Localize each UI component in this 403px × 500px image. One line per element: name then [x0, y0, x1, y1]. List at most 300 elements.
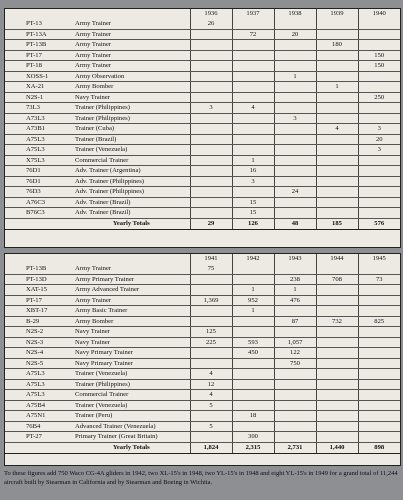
- value-cell: [190, 358, 232, 369]
- value-cell: 593: [232, 337, 274, 348]
- value-cell: 300: [232, 432, 274, 443]
- value-cell: [316, 390, 358, 401]
- model-cell: A76C3: [5, 197, 73, 208]
- total-cell: 576: [358, 218, 400, 229]
- value-cell: [358, 82, 400, 93]
- description-cell: Advanced Trainer (Venezuela): [73, 421, 190, 432]
- description-cell: Army Trainer: [73, 19, 190, 29]
- total-cell: 126: [232, 218, 274, 229]
- year-header: 1936: [190, 9, 232, 19]
- value-cell: 5: [190, 421, 232, 432]
- value-cell: [358, 295, 400, 306]
- value-cell: 1,057: [274, 337, 316, 348]
- value-cell: [358, 432, 400, 443]
- year-header: 1943: [274, 254, 316, 264]
- value-cell: [232, 358, 274, 369]
- value-cell: 3: [358, 124, 400, 135]
- value-cell: 15: [232, 197, 274, 208]
- table-row: [5, 113, 400, 124]
- value-cell: 476: [274, 295, 316, 306]
- table-row: [5, 274, 400, 285]
- model-cell: XBT-17: [5, 306, 73, 317]
- value-cell: [190, 82, 232, 93]
- description-cell: Adv. Trainer (Argentina): [73, 166, 190, 177]
- value-cell: [316, 71, 358, 82]
- value-cell: [274, 155, 316, 166]
- value-cell: [232, 50, 274, 61]
- total-cell: 1,440: [316, 442, 358, 453]
- model-cell: A75L3: [5, 369, 73, 380]
- value-cell: [316, 358, 358, 369]
- table-row: [5, 19, 400, 29]
- value-cell: [316, 285, 358, 296]
- value-cell: [232, 421, 274, 432]
- total-cell: 185: [316, 218, 358, 229]
- value-cell: [358, 348, 400, 359]
- value-cell: [232, 369, 274, 380]
- value-cell: [190, 176, 232, 187]
- value-cell: 4: [232, 103, 274, 114]
- value-cell: 26: [190, 19, 232, 29]
- table-row: [5, 316, 400, 327]
- value-cell: [232, 71, 274, 82]
- value-cell: [232, 316, 274, 327]
- value-cell: [358, 187, 400, 198]
- value-cell: 952: [232, 295, 274, 306]
- value-cell: [316, 113, 358, 124]
- model-cell: PT-18: [5, 61, 73, 72]
- value-cell: [316, 187, 358, 198]
- description-cell: Trainer (Philippines): [73, 103, 190, 114]
- value-cell: [190, 92, 232, 103]
- table-1941-1945: [5, 254, 400, 454]
- yearly-totals-row: [5, 218, 400, 229]
- value-cell: [190, 50, 232, 61]
- value-cell: [232, 92, 274, 103]
- value-cell: 4: [190, 390, 232, 401]
- value-cell: 150: [358, 50, 400, 61]
- value-cell: 87: [274, 316, 316, 327]
- model-cell: XA-21: [5, 82, 73, 93]
- value-cell: [274, 50, 316, 61]
- value-cell: [274, 379, 316, 390]
- value-cell: [190, 166, 232, 177]
- value-cell: [232, 61, 274, 72]
- value-cell: [274, 19, 316, 29]
- value-cell: 12: [190, 379, 232, 390]
- table-row: [5, 337, 400, 348]
- value-cell: [358, 400, 400, 411]
- value-cell: 732: [316, 316, 358, 327]
- value-cell: [316, 369, 358, 380]
- year-header-row: [5, 254, 400, 264]
- table-row: [5, 411, 400, 422]
- total-cell: 2,315: [232, 442, 274, 453]
- value-cell: 180: [316, 40, 358, 51]
- value-cell: [274, 176, 316, 187]
- value-cell: 825: [358, 316, 400, 327]
- value-cell: [358, 390, 400, 401]
- value-cell: [358, 379, 400, 390]
- description-cell: Navy Trainer: [73, 327, 190, 338]
- value-cell: 1: [232, 306, 274, 317]
- value-cell: 20: [358, 134, 400, 145]
- table-row: [5, 421, 400, 432]
- model-cell: PT-13: [5, 19, 73, 29]
- value-cell: [358, 40, 400, 51]
- value-cell: 708: [316, 274, 358, 285]
- value-cell: [274, 124, 316, 135]
- value-cell: [316, 134, 358, 145]
- footnote: To these figures add 750 Waco CG-4A gliders in 1942, two XL-15's in 1948, two YL-15's in 1948 and eight YL-15's in 1949 for a grand total of 11,244 aircraft built by Stearman in California and by Stearman and Boeing in Wichita.: [4, 470, 398, 486]
- value-cell: [190, 155, 232, 166]
- total-cell: 1,824: [190, 442, 232, 453]
- description-cell: Navy Trainer: [73, 92, 190, 103]
- value-cell: 150: [358, 61, 400, 72]
- value-cell: [190, 285, 232, 296]
- value-cell: 4: [190, 369, 232, 380]
- table-row: [5, 208, 400, 219]
- table-row: [5, 92, 400, 103]
- value-cell: [274, 82, 316, 93]
- value-cell: [232, 274, 274, 285]
- value-cell: [190, 124, 232, 135]
- model-cell: PT-17: [5, 295, 73, 306]
- value-cell: [274, 208, 316, 219]
- model-cell: 76D1: [5, 166, 73, 177]
- total-cell: 2,731: [274, 442, 316, 453]
- value-cell: [358, 337, 400, 348]
- value-cell: [316, 155, 358, 166]
- value-cell: [316, 295, 358, 306]
- value-cell: [232, 264, 274, 274]
- value-cell: [358, 29, 400, 40]
- value-cell: 1: [274, 71, 316, 82]
- value-cell: [232, 327, 274, 338]
- description-cell: Adv. Trainer (Philippines): [73, 187, 190, 198]
- value-cell: 1: [316, 82, 358, 93]
- model-cell: N2S-2: [5, 327, 73, 338]
- model-cell: B-29: [5, 316, 73, 327]
- model-cell: A75B4: [5, 400, 73, 411]
- value-cell: [358, 166, 400, 177]
- description-cell: Army Observation: [73, 71, 190, 82]
- value-cell: [232, 82, 274, 93]
- year-header: 1937: [232, 9, 274, 19]
- model-cell: XOSS-1: [5, 71, 73, 82]
- value-cell: [316, 61, 358, 72]
- model-cell: A75N1: [5, 411, 73, 422]
- value-cell: 5: [190, 400, 232, 411]
- table-row: [5, 264, 400, 274]
- value-cell: 3: [232, 176, 274, 187]
- table-row: [5, 40, 400, 51]
- value-cell: [316, 197, 358, 208]
- table-row: [5, 134, 400, 145]
- value-cell: [274, 369, 316, 380]
- value-cell: [274, 61, 316, 72]
- value-cell: [316, 145, 358, 156]
- value-cell: 20: [274, 29, 316, 40]
- value-cell: [232, 19, 274, 29]
- value-cell: [190, 187, 232, 198]
- table-row: [5, 379, 400, 390]
- value-cell: [232, 400, 274, 411]
- value-cell: 1: [274, 285, 316, 296]
- model-cell: XAT-15: [5, 285, 73, 296]
- table-row: [5, 306, 400, 317]
- value-cell: 225: [190, 337, 232, 348]
- table-row: [5, 145, 400, 156]
- value-cell: [232, 379, 274, 390]
- description-cell: Navy Trainer: [73, 337, 190, 348]
- table-row: [5, 390, 400, 401]
- table-row: [5, 71, 400, 82]
- totals-label: Yearly Totals: [73, 442, 190, 453]
- year-header: 1939: [316, 9, 358, 19]
- total-cell: 898: [358, 442, 400, 453]
- value-cell: [274, 145, 316, 156]
- value-cell: 125: [190, 327, 232, 338]
- value-cell: 750: [274, 358, 316, 369]
- description-cell: Commercial Trainer: [73, 390, 190, 401]
- value-cell: [274, 390, 316, 401]
- value-cell: [316, 264, 358, 274]
- value-cell: 3: [274, 113, 316, 124]
- description-cell: Army Trainer: [73, 50, 190, 61]
- value-cell: 75: [190, 264, 232, 274]
- value-cell: [274, 166, 316, 177]
- description-cell: Army Bomber: [73, 316, 190, 327]
- model-cell: PT-13B: [5, 264, 73, 274]
- value-cell: [274, 134, 316, 145]
- value-cell: [274, 327, 316, 338]
- year-header: 1942: [232, 254, 274, 264]
- model-cell: N2S-5: [5, 358, 73, 369]
- model-cell: 76D3: [5, 187, 73, 198]
- table-row: [5, 197, 400, 208]
- table-row: [5, 50, 400, 61]
- value-cell: 15: [232, 208, 274, 219]
- total-cell: 48: [274, 218, 316, 229]
- table-body: [5, 19, 400, 218]
- model-cell: 76D1: [5, 176, 73, 187]
- value-cell: [190, 40, 232, 51]
- value-cell: [232, 113, 274, 124]
- value-cell: [274, 197, 316, 208]
- value-cell: [316, 400, 358, 411]
- table-row: [5, 432, 400, 443]
- value-cell: [358, 103, 400, 114]
- table-row: [5, 124, 400, 135]
- year-header: 1941: [190, 254, 232, 264]
- value-cell: [316, 208, 358, 219]
- description-cell: Adv. Trainer (Philippines): [73, 176, 190, 187]
- value-cell: 16: [232, 166, 274, 177]
- table-row: [5, 176, 400, 187]
- value-cell: [316, 92, 358, 103]
- value-cell: 72: [232, 29, 274, 40]
- value-cell: 1: [232, 155, 274, 166]
- value-cell: [358, 358, 400, 369]
- model-cell: A75L3: [5, 379, 73, 390]
- value-cell: [358, 176, 400, 187]
- value-cell: [358, 327, 400, 338]
- description-cell: Army Bomber: [73, 82, 190, 93]
- description-cell: Army Trainer: [73, 295, 190, 306]
- table-row: [5, 400, 400, 411]
- value-cell: 250: [358, 92, 400, 103]
- table-body: [5, 264, 400, 442]
- value-cell: 3: [190, 103, 232, 114]
- value-cell: [316, 348, 358, 359]
- value-cell: [190, 411, 232, 422]
- value-cell: [190, 348, 232, 359]
- value-cell: [274, 92, 316, 103]
- description-cell: Adv. Trainer (Brazil): [73, 208, 190, 219]
- table-row: [5, 348, 400, 359]
- model-cell: 73L3: [5, 103, 73, 114]
- value-cell: [358, 113, 400, 124]
- value-cell: [190, 29, 232, 40]
- value-cell: [316, 19, 358, 29]
- model-cell: A75L3: [5, 134, 73, 145]
- model-cell: A73L3: [5, 113, 73, 124]
- model-cell: PT-17: [5, 50, 73, 61]
- value-cell: [232, 390, 274, 401]
- value-cell: [358, 155, 400, 166]
- model-cell: PT-13D: [5, 274, 73, 285]
- value-cell: [190, 274, 232, 285]
- value-cell: [316, 327, 358, 338]
- description-cell: Trainer (Venezuela): [73, 145, 190, 156]
- value-cell: [316, 379, 358, 390]
- value-cell: 3: [358, 145, 400, 156]
- total-cell: 29: [190, 218, 232, 229]
- table-row: [5, 285, 400, 296]
- description-cell: Army Primary Trainer: [73, 274, 190, 285]
- value-cell: 73: [358, 274, 400, 285]
- value-cell: [316, 337, 358, 348]
- year-header: 1945: [358, 254, 400, 264]
- value-cell: [358, 306, 400, 317]
- value-cell: [358, 71, 400, 82]
- model-cell: A75L3: [5, 145, 73, 156]
- value-cell: [358, 19, 400, 29]
- value-cell: 4: [316, 124, 358, 135]
- model-cell: A73B1: [5, 124, 73, 135]
- description-cell: Trainer (Philippines): [73, 379, 190, 390]
- value-cell: [190, 432, 232, 443]
- value-cell: [232, 187, 274, 198]
- table-row: [5, 166, 400, 177]
- value-cell: [274, 411, 316, 422]
- value-cell: [190, 71, 232, 82]
- year-header-row: [5, 9, 400, 19]
- description-cell: Navy Primary Trainer: [73, 348, 190, 359]
- model-cell: N2S-3: [5, 337, 73, 348]
- value-cell: 18: [232, 411, 274, 422]
- value-cell: [358, 208, 400, 219]
- value-cell: 24: [274, 187, 316, 198]
- table-row: [5, 61, 400, 72]
- value-cell: [190, 208, 232, 219]
- value-cell: [274, 306, 316, 317]
- value-cell: [358, 197, 400, 208]
- value-cell: 122: [274, 348, 316, 359]
- value-cell: [274, 103, 316, 114]
- value-cell: [274, 40, 316, 51]
- production-table-1941-1945: [4, 253, 401, 466]
- description-cell: Army Trainer: [73, 29, 190, 40]
- model-cell: PT-27: [5, 432, 73, 443]
- description-cell: Army Trainer: [73, 40, 190, 51]
- value-cell: 1,369: [190, 295, 232, 306]
- value-cell: [274, 432, 316, 443]
- value-cell: [316, 411, 358, 422]
- model-cell: PT-13A: [5, 29, 73, 40]
- table-row: [5, 358, 400, 369]
- value-cell: [274, 400, 316, 411]
- value-cell: [190, 316, 232, 327]
- description-cell: Army Trainer: [73, 61, 190, 72]
- model-cell: N2S-4: [5, 348, 73, 359]
- table-row: [5, 187, 400, 198]
- description-cell: Commercial Trainer: [73, 155, 190, 166]
- production-table-1936-1940: [4, 8, 401, 248]
- description-cell: Trainer (Cuba): [73, 124, 190, 135]
- description-cell: Trainer (Brazil): [73, 134, 190, 145]
- value-cell: [358, 369, 400, 380]
- value-cell: [232, 134, 274, 145]
- value-cell: [274, 421, 316, 432]
- value-cell: [232, 40, 274, 51]
- year-header: 1938: [274, 9, 316, 19]
- value-cell: [190, 306, 232, 317]
- value-cell: [190, 197, 232, 208]
- table-1936-1940: [5, 9, 400, 230]
- model-cell: X75L3: [5, 155, 73, 166]
- value-cell: [190, 145, 232, 156]
- description-cell: Army Trainer: [73, 264, 190, 274]
- table-row: [5, 369, 400, 380]
- description-cell: Navy Primary Trainer: [73, 358, 190, 369]
- value-cell: [316, 166, 358, 177]
- model-cell: B76C3: [5, 208, 73, 219]
- value-cell: [316, 29, 358, 40]
- value-cell: 1: [232, 285, 274, 296]
- value-cell: [232, 124, 274, 135]
- table-row: [5, 155, 400, 166]
- value-cell: [274, 264, 316, 274]
- value-cell: [316, 432, 358, 443]
- model-cell: PT-13B: [5, 40, 73, 51]
- year-header: 1940: [358, 9, 400, 19]
- description-cell: Trainer (Venezuela): [73, 369, 190, 380]
- model-cell: N2S-1: [5, 92, 73, 103]
- description-cell: Adv. Trainer (Brazil): [73, 197, 190, 208]
- value-cell: [316, 50, 358, 61]
- value-cell: 450: [232, 348, 274, 359]
- value-cell: 238: [274, 274, 316, 285]
- description-cell: Army Advanced Trainer: [73, 285, 190, 296]
- table-row: [5, 103, 400, 114]
- value-cell: [316, 306, 358, 317]
- value-cell: [358, 411, 400, 422]
- value-cell: [190, 113, 232, 124]
- table-row: [5, 82, 400, 93]
- description-cell: Trainer (Philippines): [73, 113, 190, 124]
